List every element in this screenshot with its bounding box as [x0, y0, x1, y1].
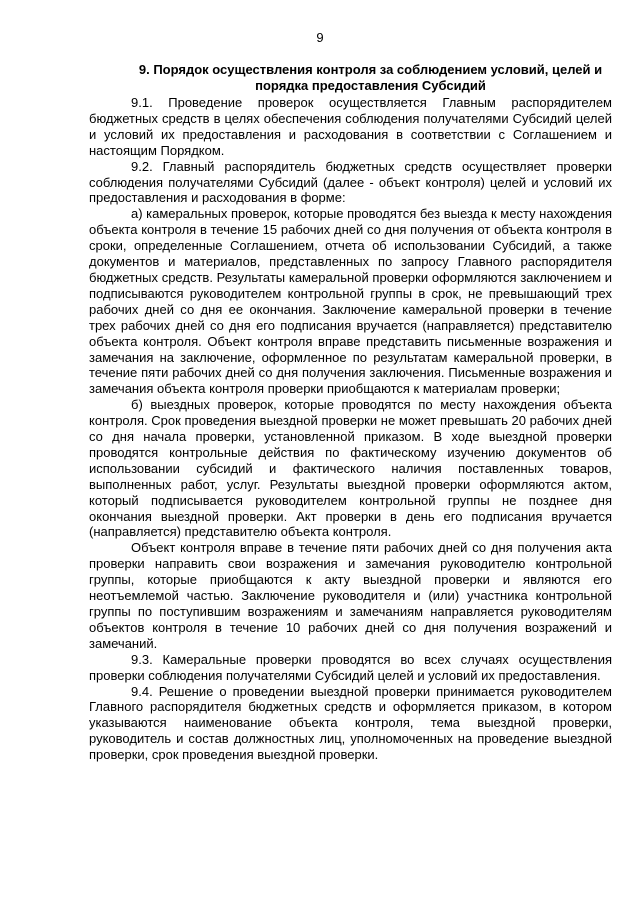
- section-heading: 9. Порядок осуществления контроля за соблюдением условий, целей и порядка предоставления Субсидий: [138, 62, 603, 93]
- page-number: 9: [316, 30, 324, 45]
- section-body: [89, 95, 612, 763]
- paragraph-9-4: 9.4. Решение о проведении выездной проверки принимается руководителем Главного распорядителя бюджетных средств и оформляется приказом, в котором указываются наименование объекта контроля, тема выездной проверки, руководитель и состав должностных лиц, уполномоченных на проведение выездной проверки, срок проведения выездной проверки.: [89, 683, 612, 763]
- paragraph-9-3: 9.3. Камеральные проверки проводятся во всех случаях осуществления проверки соблюдения получателями Субсидий целей и условий их предоставления.: [89, 651, 612, 683]
- paragraph-9-2-a: а) камеральных проверок, которые проводятся без выезда к месту нахождения объекта контроля в течение 15 рабочих дней со дня получения от объекта контроля в сроки, определенные Соглашением, отчета об использовании Субсидий, а также документов и материалов, представленных по запросу Главного распорядителя бюджетных средств. Результаты камеральной проверки оформляются заключением и подписываются руководителем контрольной группы в срок, не превышающий трех рабочих дней со дня ее окончания. Заключение камеральной проверки в течение трех рабочих дней со дня его подписания вручается (направляется) представителю объекта контроля. Объект контроля вправе представить письменные возражения и замечания на заключение, оформленное по результатам камеральной проверки, в течение пяти рабочих дней со дня получения заключения. Письменные возражения и замечания объекта контроля проверки приобщаются к материалам проверки;: [89, 206, 613, 397]
- paragraph-9-2: 9.2. Главный распорядитель бюджетных средств осуществляет проверки соблюдения получателями Субсидий (далее - объект контроля) целей и условий их предоставления и расходования в форме:: [89, 158, 612, 206]
- paragraph-9-1: 9.1. Проведение проверок осуществляется Главным распорядителем бюджетных средств в целях обеспечения соблюдения получателями Субсидий целей и условий их предоставления и расходования в соответствии с Соглашением и настоящим Порядком.: [89, 95, 612, 158]
- paragraph-9-2-b: б) выездных проверок, которые проводятся по месту нахождения объекта контроля. Срок проведения выездной проверки не может превышать 20 рабочих дней со дня начала проверки, установленной приказом. В ходе выездной проверки проводятся контрольные действия по фактическому изучению документов об использовании субсидий и фактического наличия поставленных товаров, выполненных работ, услуг. Результаты выездной проверки оформляются актом, который подписывается руководителем контрольной группы не позднее дня окончания выездной проверки. Акт проверки в день его подписания вручается (направляется) представителю объекта контроля.: [89, 397, 612, 540]
- paragraph-objections: Объект контроля вправе в течение пяти рабочих дней со дня получения акта проверки направить свои возражения и замечания руководителю контрольной группы, которые приобщаются к акту выездной проверки и являются его неотъемлемой частью. Заключение руководителя и (или) участника контрольной группы по поступившим возражениям и замечаниям направляется руководителям объектов контроля в течение 10 рабочих дней со дня получения возражений и замечаний.: [89, 540, 612, 651]
